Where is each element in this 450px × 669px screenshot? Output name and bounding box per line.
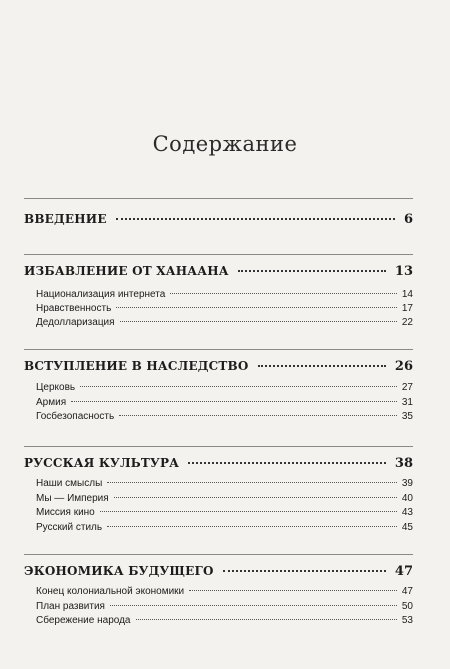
chapter-title: ЭКОНОМИКА БУДУЩЕГО: [24, 564, 214, 578]
item-title: Армия: [36, 397, 67, 408]
dot-leader: [71, 401, 397, 402]
section-divider: [24, 198, 413, 199]
chapter-title: ВВЕДЕНИЕ: [24, 212, 107, 226]
dot-leader: [100, 511, 397, 512]
item-page-number: 43: [401, 507, 413, 518]
toc-chapter-izbavlenie[interactable]: [24, 264, 413, 284]
chapter-title: РУССКАЯ КУЛЬТУРА: [24, 456, 180, 470]
section-divider: [24, 554, 413, 555]
item-title: Мы — Империя: [36, 493, 109, 504]
chapter-page-number: 47: [394, 564, 413, 579]
section-divider: [24, 349, 413, 350]
item-page-number: 40: [401, 493, 413, 504]
toc-item[interactable]: [36, 586, 413, 602]
item-page-number: 45: [401, 522, 413, 533]
section-divider: [24, 254, 413, 255]
item-page-number: 31: [401, 397, 413, 408]
dot-leader: [223, 570, 386, 572]
item-page-number: 39: [401, 478, 413, 489]
toc-chapter-ekonomika[interactable]: [24, 564, 413, 584]
toc-item[interactable]: [36, 507, 413, 523]
dot-leader: [107, 526, 397, 527]
item-title: Конец колониальной экономики: [36, 586, 185, 597]
dot-leader: [188, 462, 386, 464]
item-title: Миссия кино: [36, 507, 95, 518]
dot-leader: [136, 619, 397, 620]
item-page-number: 35: [401, 411, 413, 422]
chapter-page-number: 13: [394, 264, 413, 279]
chapter-page-number: 26: [394, 359, 413, 374]
page-title: Содержание: [152, 132, 298, 156]
item-page-number: 22: [401, 317, 413, 328]
dot-leader: [238, 270, 386, 272]
item-page-number: 14: [401, 289, 413, 300]
section-divider: [24, 446, 413, 447]
item-title: Церковь: [36, 382, 76, 393]
dot-leader: [107, 482, 397, 483]
chapter-page-number: 38: [394, 456, 413, 471]
item-title: Дедолларизация: [36, 317, 115, 328]
item-page-number: 50: [401, 601, 413, 612]
item-title: Сбережение народа: [36, 615, 131, 626]
dot-leader: [258, 365, 386, 367]
item-title: Национализация интернета: [36, 289, 166, 300]
item-title: План развития: [36, 601, 105, 612]
dot-leader: [110, 605, 397, 606]
toc-item[interactable]: [36, 382, 413, 398]
item-page-number: 17: [401, 303, 413, 314]
item-page-number: 53: [401, 615, 413, 626]
item-title: Наши смыслы: [36, 478, 103, 489]
item-page-number: 27: [401, 382, 413, 393]
toc-item[interactable]: [36, 411, 413, 427]
chapter-page-number: 6: [403, 212, 413, 227]
toc-item[interactable]: [36, 478, 413, 494]
item-title: Русский стиль: [36, 522, 103, 533]
toc-chapter-vvedenie[interactable]: [24, 212, 413, 232]
dot-leader: [116, 307, 397, 308]
dot-leader: [116, 218, 395, 220]
dot-leader: [189, 590, 397, 591]
toc-chapter-vstuplenie[interactable]: [24, 359, 413, 379]
toc-item[interactable]: [36, 522, 413, 538]
dot-leader: [119, 415, 397, 416]
chapter-title: ВСТУПЛЕНИЕ В НАСЛЕДСТВО: [24, 359, 249, 373]
toc-item[interactable]: [36, 317, 413, 333]
toc-chapter-kultura[interactable]: [24, 456, 413, 476]
dot-leader: [114, 497, 397, 498]
chapter-title: ИЗБАВЛЕНИЕ ОТ ХАНААНА: [24, 264, 229, 278]
dot-leader: [120, 321, 397, 322]
dot-leader: [80, 386, 397, 387]
item-title: Нравственность: [36, 303, 112, 314]
dot-leader: [170, 293, 397, 294]
item-page-number: 47: [401, 586, 413, 597]
toc-item[interactable]: [36, 615, 413, 631]
item-title: Госбезопасность: [36, 411, 115, 422]
